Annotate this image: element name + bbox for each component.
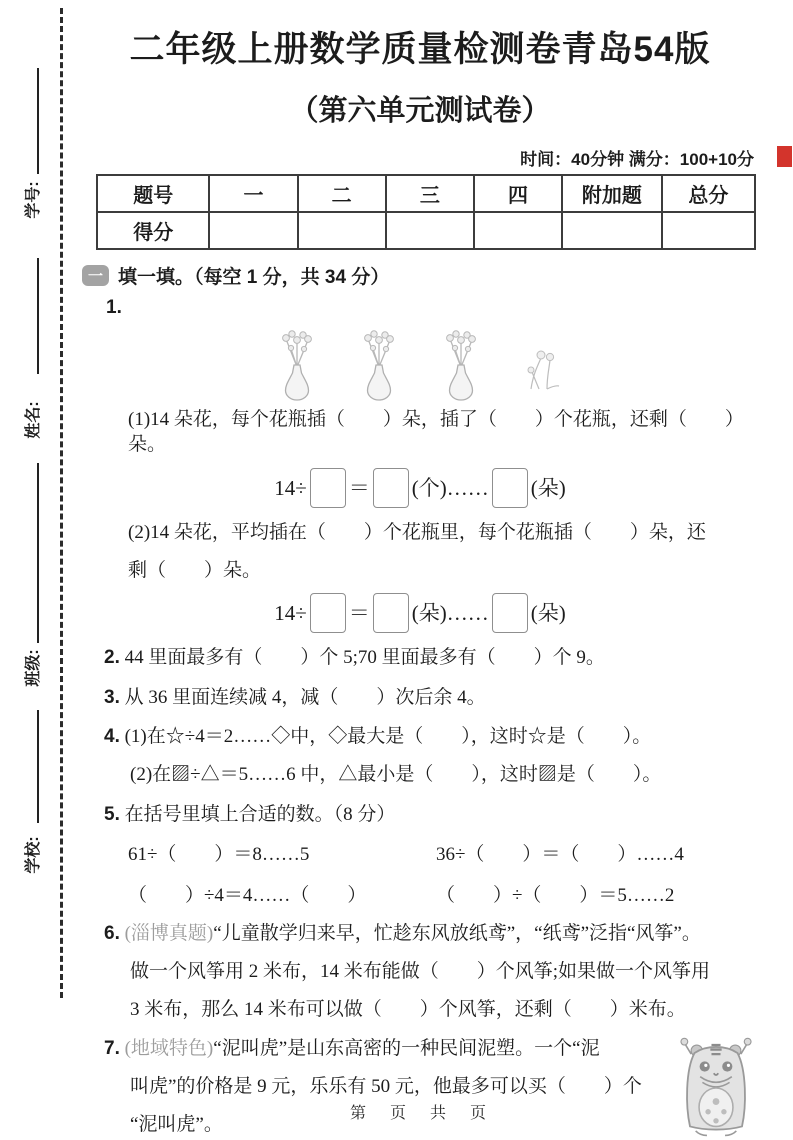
question-6-source-tag: (淄博真题) [124, 923, 214, 945]
score-table [96, 174, 756, 250]
score-table-header-row [97, 175, 755, 212]
paper-body [80, 16, 760, 1137]
question-1-2-text-line1: (2)14 朵花，平均插在（ ）个花瓶里，每个花瓶插（ ）朵，还 [128, 521, 706, 543]
student-id-blank-line[interactable] [37, 68, 39, 174]
section-one-header [82, 262, 760, 289]
question-5-title: 在括号里填上合适的数。（8 分） [124, 803, 396, 825]
question-6-number: 6. [104, 923, 120, 945]
class-blank-line[interactable] [37, 463, 39, 643]
name-label: 姓名: [25, 401, 42, 439]
score-table-score-row [97, 212, 755, 249]
question-5-item-3: （ ）÷4＝4……（ ） [128, 885, 367, 907]
question-1-number: 1. [106, 297, 122, 318]
red-mark [777, 146, 792, 167]
page-footer: 第 页 共 页 [349, 1105, 490, 1123]
question-1-2-equation [80, 593, 760, 633]
section-one-badge-icon: 一 [82, 265, 109, 286]
question-6-text-line3: 3 米布，那么 14 米布可以做（ ）个风筝，还剩（ ）米布。 [130, 998, 686, 1020]
score-header-cell: 总分 [662, 175, 755, 212]
answer-box[interactable] [373, 593, 409, 633]
question-3 [104, 685, 760, 711]
time-and-score-info: 时间：40分钟 满分：100+10分 [520, 150, 754, 169]
question-5 [104, 802, 760, 828]
equation-unit-remainder: (个)…… [411, 475, 489, 500]
question-6-text-line2: 做一个风筝用 2 米布，14 米布能做（ ）个风筝;如果做一个风筝用 [130, 961, 711, 983]
question-2 [104, 645, 760, 671]
answer-box[interactable] [373, 468, 409, 508]
score-cell-empty[interactable] [662, 212, 755, 249]
flower-vase-illustration [270, 327, 324, 401]
question-4 [104, 724, 760, 787]
school-blank-line[interactable] [37, 710, 39, 823]
paper-title: 二年级上册数学质量检测卷青岛54版 [129, 30, 711, 69]
question-6-text-line1: “儿童散学归来早，忙趁东风放纸鸢”，“纸鸢”泛指“风筝”。 [213, 923, 701, 945]
answer-box[interactable] [492, 593, 528, 633]
question-5-item-4: （ ）÷（ ）＝5……2 [436, 885, 675, 907]
answer-box[interactable] [310, 593, 346, 633]
score-cell-empty[interactable] [474, 212, 562, 249]
question-1-1-text: (1)14 朵花，每个花瓶插（ ）朵，插了（ ）个花瓶，还剩（ ）朵。 [128, 408, 744, 456]
equation-unit: (朵) [530, 601, 566, 626]
question-2-number: 2. [104, 647, 120, 669]
class-label: 班级: [25, 649, 42, 687]
equation-unit-remainder: (朵)…… [411, 601, 489, 626]
score-header-cell: 附加题 [562, 175, 662, 212]
school-label: 学校: [25, 836, 42, 874]
question-1-2-text-line2: 剩（ ）朵。 [128, 559, 262, 581]
equals-sign: ＝ [348, 601, 370, 626]
question-7-text-line3: “泥叫虎”。 [130, 1113, 223, 1135]
score-cell-empty[interactable] [209, 212, 297, 249]
question-5-item-1: 61÷（ ）＝8……5 [128, 844, 310, 866]
question-1-1-equation [80, 468, 760, 508]
question-5-number: 5. [104, 803, 120, 825]
score-cell-empty[interactable] [298, 212, 386, 249]
question-2-text: 44 里面最多有（ ）个 5;70 里面最多有（ ）个 9。 [124, 647, 605, 669]
question-5-item-2: 36÷（ ）＝（ ）……4 [436, 844, 684, 866]
question-3-number: 3. [104, 686, 120, 708]
question-5-row-2 [128, 880, 760, 907]
score-header-cell: 二 [298, 175, 386, 212]
answer-box[interactable] [492, 468, 528, 508]
flower-vase-illustration [434, 327, 488, 401]
paper-subtitle: （第六单元测试卷） [289, 95, 551, 127]
answer-box[interactable] [310, 468, 346, 508]
question-7-number: 7. [104, 1038, 120, 1060]
score-cell-empty[interactable] [562, 212, 662, 249]
question-7-text-line2: 叫虎”的价格是 9 元，乐乐有 50 元，他最多可以买（ ）个 [130, 1075, 642, 1097]
student-id-label: 学号: [25, 181, 42, 219]
question-7-source-tag: (地域特色) [124, 1038, 214, 1060]
score-header-cell: 三 [386, 175, 474, 212]
section-one-title: 填一填。（每空 1 分，共 34 分） [118, 267, 390, 288]
question-5-row-1 [128, 839, 760, 866]
clay-tiger-illustration [678, 1036, 754, 1140]
score-cell-empty[interactable] [386, 212, 474, 249]
score-header-cell: 一 [209, 175, 297, 212]
question-1 [80, 295, 760, 633]
equation-lhs: 14÷ [274, 601, 307, 626]
flower-illustration-row [270, 325, 760, 401]
equation-lhs: 14÷ [274, 475, 307, 500]
flower-vase-illustration [352, 327, 406, 401]
question-4-1-text: (1)在☆÷4＝2……◇中，◇最大是（ ），这时☆是（ ）。 [124, 726, 652, 748]
question-4-number: 4. [104, 726, 120, 748]
question-7-text-line1: “泥叫虎”是山东高密的一种民间泥塑。一个“泥 [213, 1038, 600, 1060]
score-row-label: 得分 [97, 212, 209, 249]
question-4-2-text: (2)在▨÷△＝5……6 中，△最小是（ ），这时▨是（ ）。 [130, 764, 662, 786]
score-header-cell: 四 [474, 175, 562, 212]
name-blank-line[interactable] [37, 258, 39, 374]
equals-sign: ＝ [348, 475, 370, 500]
loose-flowers-illustration [516, 343, 562, 391]
question-3-text: 从 36 里面连续减 4，减（ ）次后余 4。 [124, 686, 486, 708]
equation-unit: (朵) [530, 475, 566, 500]
dashed-cut-line [60, 8, 63, 998]
question-6 [104, 921, 760, 1022]
score-header-cell: 题号 [97, 175, 209, 212]
